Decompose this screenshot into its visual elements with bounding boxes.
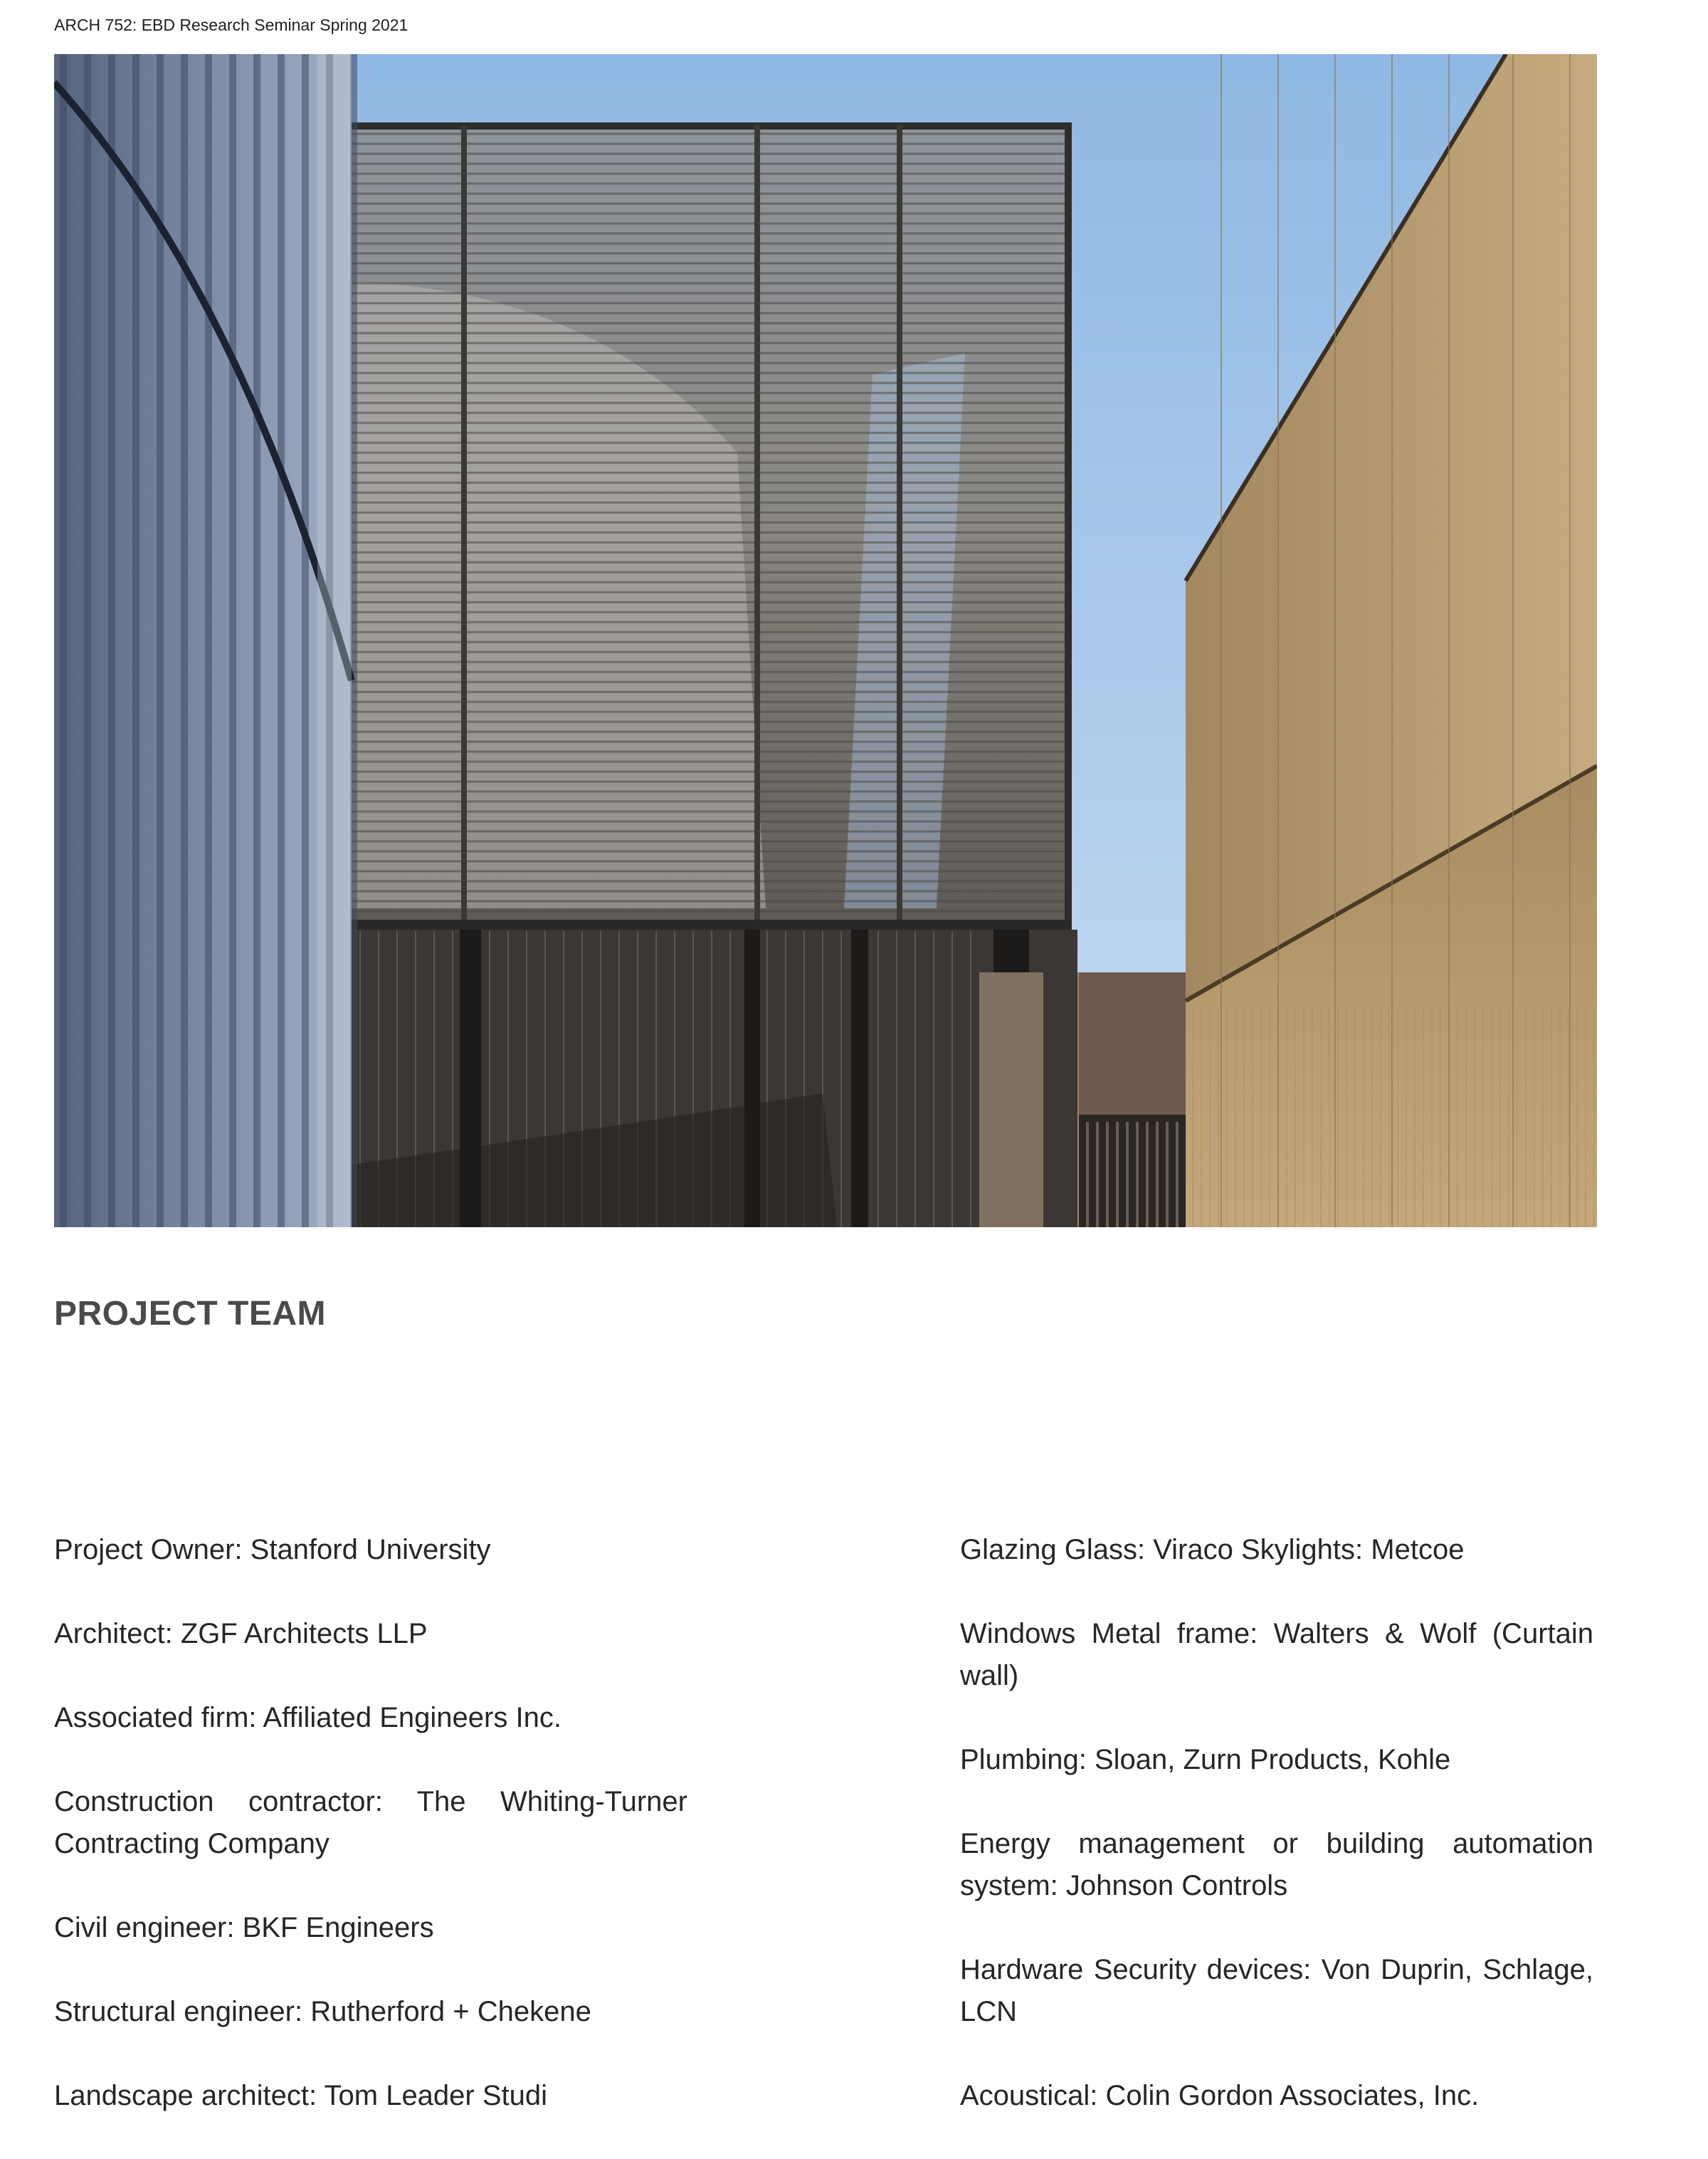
team-list-left (54, 1529, 687, 2159)
course-header: ARCH 752: EBD Research Seminar Spring 2021 (54, 16, 408, 34)
team-member-entry: Civil engineer: BKF Engineers (54, 1912, 434, 1943)
team-member-entry: Landscape architect: Tom Leader Studi (54, 2080, 548, 2111)
team-member-entry: Construction contractor: The Whiting-Turner Contracting Company (54, 1786, 687, 1859)
team-member-entry: Energy management or building automation system: Johnson Controls (960, 1828, 1593, 1901)
team-member-entry: Associated firm: Affiliated Engineers Inc. (54, 1702, 562, 1733)
team-member-entry: Glazing Glass: Viraco Skylights: Metcoe (960, 1534, 1465, 1565)
team-member-entry: Acoustical: Colin Gordon Associates, Inc. (960, 2080, 1480, 2111)
team-member-entry: Plumbing: Sloan, Zurn Products, Kohle (960, 1744, 1451, 1775)
building-photo (54, 54, 1597, 1227)
team-member-entry: Structural engineer: Rutherford + Chekene (54, 1996, 591, 2027)
team-list-right (960, 1529, 1593, 2159)
team-member-entry: Windows Metal frame: Walters & Wolf (Curtain wall) (960, 1618, 1593, 1691)
building-exterior-photo (54, 54, 1597, 1227)
section-title: PROJECT TEAM (54, 1295, 327, 1333)
team-member-entry: Project Owner: Stanford University (54, 1534, 491, 1565)
team-member-entry: Hardware Security devices: Von Duprin, Schlage, LCN (960, 1954, 1593, 2027)
team-member-entry: Architect: ZGF Architects LLP (54, 1618, 428, 1649)
